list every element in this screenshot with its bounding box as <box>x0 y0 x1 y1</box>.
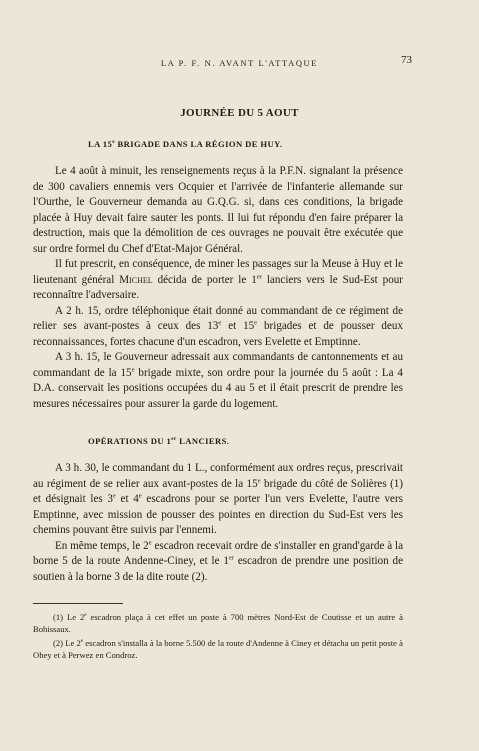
section-body-15e-brigade <box>33 164 403 412</box>
section-body-1er-lanciers <box>33 461 403 585</box>
paragraph: En même temps, le 2e escadron recevait ordre de s'installer en grand'garde à la borne 5 de la route Andenne-Ciney, et le 1er escadron de prendre une position de soutien à la borne 3 de la dite route (2). <box>33 538 403 583</box>
paragraph: Le 4 août à minuit, les renseignements reçus à la P.F.N. signalant la présence de 300 cavaliers ennemis vers Ocquier et l'arrivée de l'infanterie allemande sur l'Ourthe, le Gouverneur demanda au G.Q.G. si, dans ces conditions, la brigade placée à Huy devait faire sauter les ponts. Il lui fut répondu d'en faire préparer la destruction, mais que la démolition de ces ouvrages ne pouvait être exécutée que sur ordre formel du Chef d'Etat-Major Général. <box>33 165 403 255</box>
footnote-2: (2) Le 2e escadron s'installa à la borne 5.500 de la route d'Andenne à Ciney et détacha un petit poste à Ohey et à Perwez en Condroz. <box>33 637 403 660</box>
paragraph: A 3 h. 30, le commandant du 1 L., conformément aux ordres reçus, prescrivait au régiment de se relier aux avant-postes de la 15e brigade du côté de Solières (1) et désignait les 3e et 4e escadrons pour se porter l'un vers Evelette, l'autre vers Emptinne, avec mission de pousser des pointes en direction du Sud-Est vers les chemins pouvant être suivis par l'ennemi. <box>33 462 404 536</box>
footnote-divider <box>33 603 123 604</box>
footnotes <box>33 611 403 662</box>
running-head: LA P. F. N. AVANT L'ATTAQUE <box>160 58 319 68</box>
page-number: 73 <box>401 54 412 66</box>
paragraph: Il fut prescrit, en conséquence, de miner les passages sur la Meuse à Huy et le lieutenant général Michel décida de porter le 1er lanciers vers le Sud-Est pour reconnaître l'adversaire. <box>33 258 403 301</box>
paragraph: A 2 h. 15, ordre téléphonique était donné au commandant de ce régiment de relier ses avant-postes à ceux des 13e et 15e brigades et de pousser deux reconnaissances, fortes chacune d'un escadron, vers Evelette et Emptinne. <box>33 304 403 348</box>
section-heading-15e-brigade: LA 15e BRIGADE DANS LA RÉGION DE HUY. <box>88 139 283 149</box>
section-heading-1er-lanciers: OPÉRATIONS DU 1er LANCIERS. <box>88 436 230 446</box>
paragraph: A 3 h. 15, le Gouverneur adressait aux commandants de cantonnements et au commandant de la 15e brigade mixte, son ordre pour la journée du 5 août : La 4 D.A. conservait les positions occupées du 4 au 5 et il était prescrit de prendre les mesures nécessaires pour assurer la garde du logement. <box>33 351 403 410</box>
footnote-1: (1) Le 2e escadron plaça à cet effet un poste à 700 mètres Nord-Est de Coutisse et un autre à Bohissaux. <box>33 612 403 635</box>
chapter-title: JOURNÉE DU 5 AOUT <box>180 107 299 119</box>
